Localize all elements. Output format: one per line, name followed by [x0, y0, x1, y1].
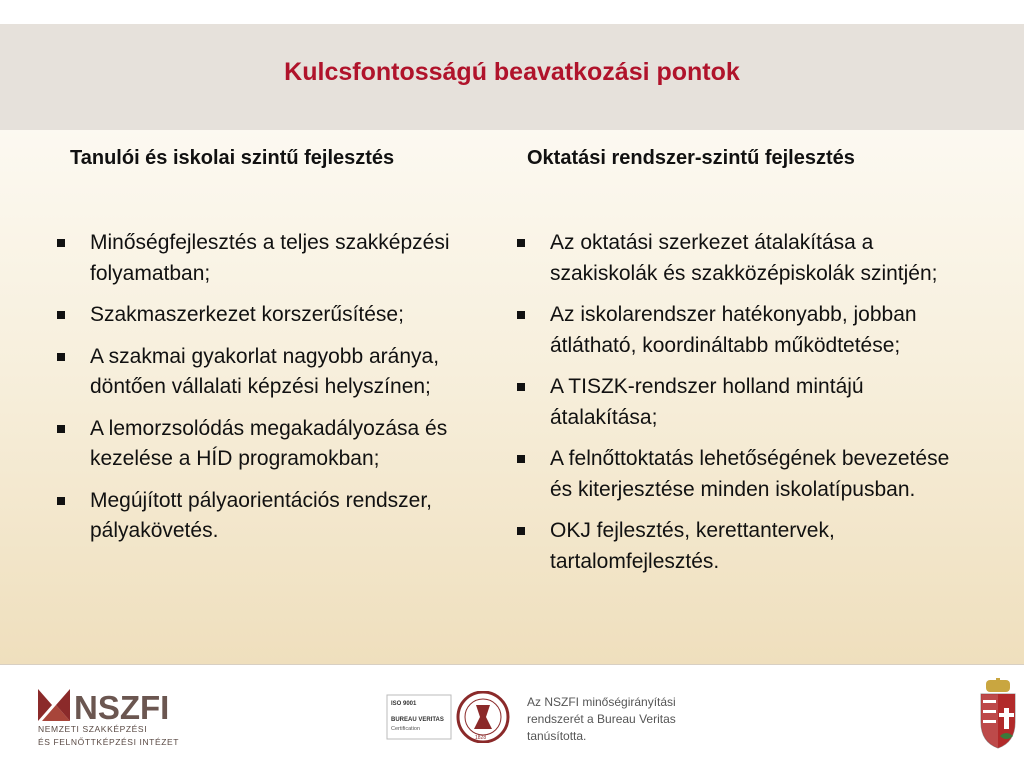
left-bullet-list [54, 228, 499, 558]
square-bullet-icon [57, 353, 65, 361]
bureau-veritas-seal-icon [458, 692, 508, 742]
list-item [54, 228, 499, 289]
hungarian-coat-of-arms-icon [978, 678, 1018, 750]
list-item [514, 228, 964, 289]
seal-year: 1828 [475, 735, 487, 741]
list-item [54, 414, 499, 475]
cert-certification-label: Certification [391, 726, 421, 732]
list-item-text: OKJ fejlesztés, kerettantervek, tartalomfejlesztés. [550, 519, 835, 573]
nszfi-wordmark: NSZFI [74, 689, 170, 723]
list-item [514, 372, 964, 433]
square-bullet-icon [517, 383, 525, 391]
list-item-text: Az oktatási szerkezet átalakítása a szakiskolák és szakközépiskolák szintjén; [550, 231, 938, 285]
list-item-text: Minőségfejlesztés a teljes szakképzési folyamatban; [90, 231, 450, 285]
square-bullet-icon [57, 497, 65, 505]
list-item [514, 300, 964, 361]
square-bullet-icon [57, 311, 65, 319]
nszfi-line-1: NEMZETI SZAKKÉPZÉSI [38, 724, 148, 734]
right-column-heading: Oktatási rendszer-szintű fejlesztés [527, 147, 855, 169]
list-item [514, 516, 964, 577]
list-item [54, 342, 499, 403]
bureau-veritas-badge [386, 691, 518, 743]
left-column-heading: Tanulói és iskolai szintű fejlesztés [70, 147, 395, 169]
nszfi-line-2: ÉS FELNŐTTKÉPZÉSI INTÉZET [38, 737, 180, 747]
list-item-text: A lemorzsolódás megakadályozása és kezelése a HÍD programokban; [90, 416, 448, 470]
nszfi-logo [38, 687, 188, 723]
square-bullet-icon [517, 527, 525, 535]
list-item [54, 486, 499, 547]
cert-bv-label: BUREAU VERITAS [391, 717, 444, 723]
list-item-text: A szakmai gyakorlat nagyobb aránya, döntően vállalati képzési helyszínen; [90, 344, 440, 398]
list-item-text: Megújított pályaorientációs rendszer, pályakövetés. [90, 488, 433, 542]
list-item-text: A felnőttoktatás lehetőségének bevezetése és kiterjesztése minden iskolatípusban. [550, 447, 950, 501]
right-bullet-list [514, 228, 964, 588]
list-item-text: Szakmaszerkezet korszerűsítése; [90, 303, 404, 326]
list-item-text: Az iskolarendszer hatékonyabb, jobban átlátható, koordináltabb működtetése; [550, 303, 917, 357]
square-bullet-icon [517, 455, 525, 463]
square-bullet-icon [517, 239, 525, 247]
square-bullet-icon [57, 239, 65, 247]
square-bullet-icon [57, 425, 65, 433]
square-bullet-icon [517, 311, 525, 319]
list-item [54, 300, 499, 331]
top-strip [0, 0, 1024, 24]
cert-iso-label: ISO 9001 [391, 701, 417, 707]
list-item [514, 444, 964, 505]
slide-title: Kulcsfontosságú beavatkozási pontok [284, 58, 740, 86]
certification-statement: Az NSZFI minőségirányítási rendszerét a Bureau Veritas tanúsította. [527, 695, 676, 743]
nszfi-mark-icon [38, 689, 70, 721]
list-item-text: A TISZK-rendszer holland mintájú átalakítása; [550, 375, 864, 429]
